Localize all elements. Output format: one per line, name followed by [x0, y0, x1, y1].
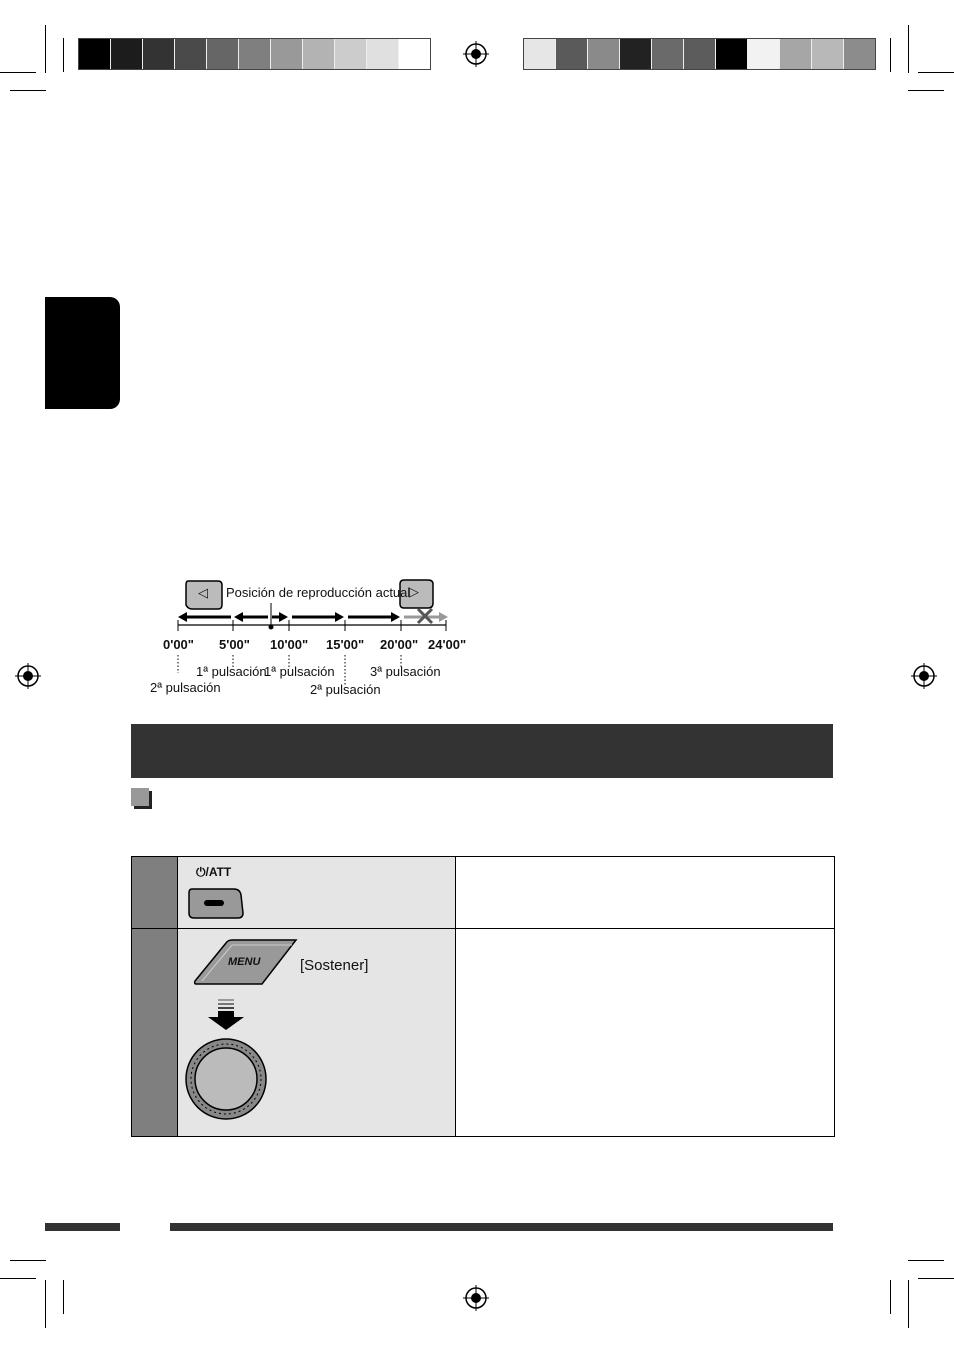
- crop-mark: [45, 25, 46, 73]
- color-swatch: [780, 39, 812, 69]
- crop-mark: [908, 90, 944, 91]
- tick-label: 20'00": [380, 637, 419, 652]
- crop-mark: [890, 1280, 891, 1314]
- color-swatch: [684, 39, 716, 69]
- tick-label: 10'00": [270, 637, 309, 652]
- color-swatch: [79, 39, 111, 69]
- crop-mark: [0, 72, 36, 73]
- table-row: [132, 857, 834, 929]
- press-label: 1ª pulsación: [264, 664, 335, 679]
- registration-mark-icon: [463, 1285, 489, 1311]
- language-side-tab: [45, 297, 120, 409]
- color-swatch: [524, 39, 556, 69]
- press-label: 1ª pulsación: [196, 664, 267, 679]
- tick-label: 5'00": [219, 637, 250, 652]
- crop-mark: [890, 38, 891, 72]
- color-swatch: [844, 39, 875, 69]
- color-swatch: [111, 39, 143, 69]
- arrow-down-icon: [206, 999, 246, 1031]
- step-number-cell: [132, 857, 178, 928]
- control-dial-icon: [184, 1037, 268, 1121]
- crop-mark: [0, 1278, 36, 1279]
- footer-rule-left: [45, 1223, 120, 1231]
- rewind-arrow-glyph: ◁: [198, 585, 208, 600]
- registration-mark-icon: [463, 41, 489, 67]
- section-header-bar: [131, 724, 833, 778]
- table-row: [132, 929, 834, 1136]
- crop-mark: [45, 1280, 46, 1328]
- crop-mark: [63, 1280, 64, 1314]
- press-label: 2ª pulsación: [150, 680, 221, 695]
- description-cell: [456, 857, 834, 928]
- color-swatch: [271, 39, 303, 69]
- color-swatch: [239, 39, 271, 69]
- crop-mark: [918, 72, 954, 73]
- crop-mark: [918, 1278, 954, 1279]
- registration-mark-icon: [15, 663, 41, 689]
- color-swatch: [716, 39, 748, 69]
- color-swatch: [620, 39, 652, 69]
- tick-label: 15'00": [326, 637, 365, 652]
- color-swatch: [367, 39, 399, 69]
- subsection-marker-icon: [131, 788, 149, 806]
- color-swatch: [399, 39, 430, 69]
- color-calibration-bar-right: [523, 38, 876, 70]
- power-att-button-icon: [186, 885, 246, 921]
- color-calibration-bar-left: [78, 38, 431, 70]
- step-number-cell: [132, 929, 178, 1136]
- current-position-caption: Posición de reproducción actual: [226, 585, 411, 600]
- color-swatch: [652, 39, 684, 69]
- color-swatch: [812, 39, 844, 69]
- control-illustration-cell: [178, 857, 456, 928]
- playback-timeline-diagram: [140, 575, 480, 705]
- crop-mark: [10, 90, 46, 91]
- description-cell: [456, 929, 834, 1136]
- color-swatch: [175, 39, 207, 69]
- power-att-label: ⏻/ATT: [196, 865, 232, 879]
- crop-mark: [908, 1280, 909, 1328]
- color-swatch: [303, 39, 335, 69]
- hold-instruction: [Sostener]: [300, 957, 369, 974]
- forward-arrow-glyph: ▷: [409, 584, 419, 599]
- color-swatch: [143, 39, 175, 69]
- registration-mark-icon: [911, 663, 937, 689]
- color-swatch: [588, 39, 620, 69]
- color-swatch: [207, 39, 239, 69]
- press-label: 3ª pulsación: [370, 664, 441, 679]
- color-swatch: [748, 39, 780, 69]
- menu-button-label: MENU: [228, 956, 261, 968]
- tick-label: 0'00": [163, 637, 194, 652]
- operations-table: [131, 856, 835, 1137]
- crop-mark: [10, 1260, 46, 1261]
- color-swatch: [335, 39, 367, 69]
- color-swatch: [556, 39, 588, 69]
- crop-mark: [908, 1260, 944, 1261]
- footer-rule-right: [170, 1223, 833, 1231]
- press-label: 2ª pulsación: [310, 682, 381, 697]
- crop-mark: [63, 38, 64, 72]
- crop-mark: [908, 25, 909, 73]
- control-illustration-cell: [178, 929, 456, 1136]
- tick-label: 24'00": [428, 637, 467, 652]
